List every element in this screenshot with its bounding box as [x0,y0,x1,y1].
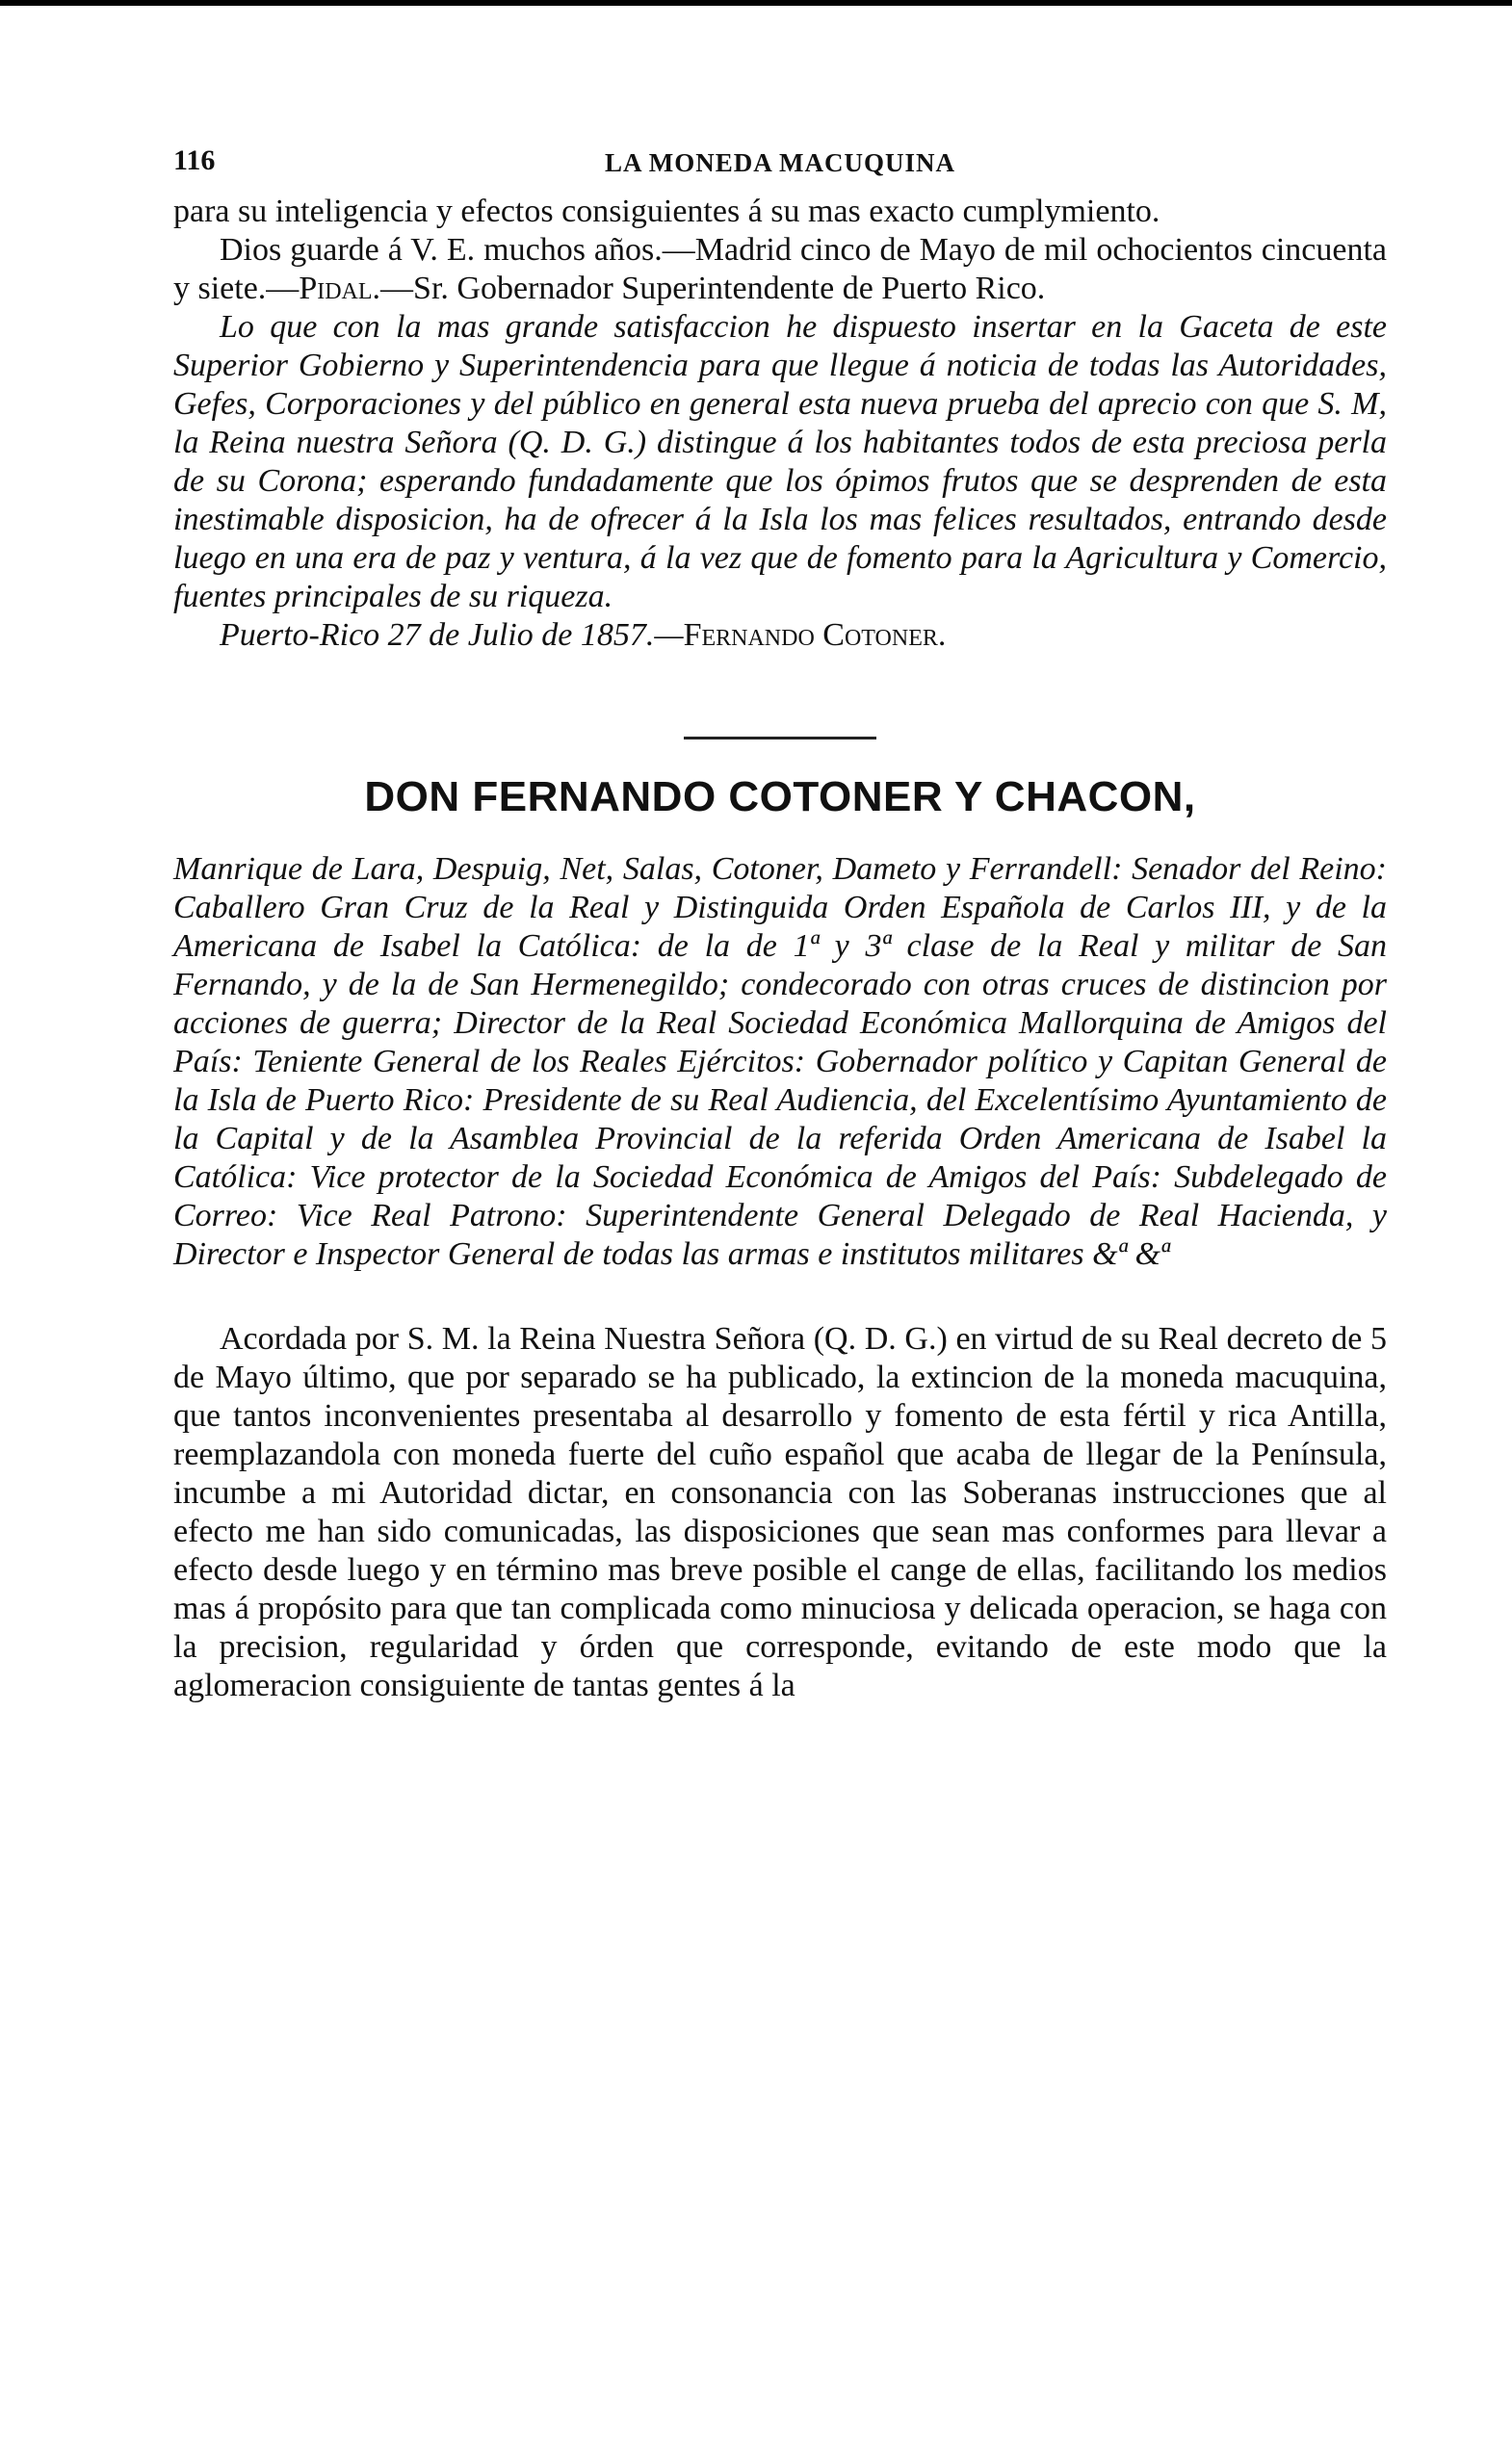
page-header [173,144,1387,193]
running-title: LA MONEDA MACUQUINA [604,148,955,177]
decree-date: Puerto-Rico 27 de Julio de 1857.— [220,617,684,653]
decree-signature: Fernando Cotoner. [683,617,947,653]
section-titles: Manrique de Lara, Despuig, Net, Salas, Cotoner, Dameto y Ferrandell: Senador del Reino: Caballero Gran Cruz de la Real y Distinguida Orden Española de Carlos III, y de la Americana de Isabel la Católica: de la de 1ª y 3ª clase de la Real y militar de San Fernando, y de la de San Hermenegildo; condecorado con otras cruces de distincion por acciones de guerra; Director de la Real Sociedad Económica Mallorquina de Amigos del País: Teniente General de los Reales Ejércitos: Gobernador político y Capitan General de la Isla de Puerto Rico: Presidente de su Real Audiencia, del Excelentísimo Ayuntamiento de la Capital y de la Asamblea Provincial de la referida Orden Americana de Isabel la Católica: Vice protector de la Sociedad Económica de Amigos del País: Subdelegado de Correo: Vice Real Patrono: Superintendente General Delegado de Real Hacienda, y Director e Inspector General de todas las armas e institutos militares &ª &ª [173,851,1387,1272]
top-border-line [0,0,1512,6]
page-number: 116 [173,144,216,176]
decree-paragraph: Lo que con la mas grande satisfaccion he dispuesto insertar en la Gaceta de este Superior Gobierno y Superintendencia para que llegue á noticia de todas las Autoridades, Gefes, Corporaciones y del público en general esta nueva prueba del aprecio con que S. M, la Reina nuestra Señora (Q. D. G.) distingue á los habitantes todos de esta preciosa perla de su Corona; esperando fundadamente que los ópimos frutos que se desprenden de esta inestimable disposicion, ha de ofrecer á la Isla los mas felices resultados, entrando desde luego en una era de paz y ventura, á la vez que de fomento para la Agricultura y Comercio, fuentes principales de su riqueza. [173,309,1387,614]
decree-date-line [173,616,1387,655]
section-divider [684,737,876,739]
section-heading: DON FERNANDO COTONER Y CHACON, [364,773,1196,820]
letter-addressee: .—Sr. Gobernador Superintendente de Puerto Rico. [372,271,1046,306]
book-page [173,144,1387,1705]
letter-signature: Pidal [299,271,373,306]
section-body: Acordada por S. M. la Reina Nuestra Señora (Q. D. G.) en virtud de su Real decreto de 5 de Mayo último, que por separado se ha publicado, la extincion de la moneda macuquina, que tantos inconvenientes presentaba al desarrollo y fomento de esta fértil y rica Antilla, reemplazandola con moneda fuerte del cuño español que acaba de llegar de la Península, incumbe a mi Autoridad dictar, en consonancia con las Soberanas instrucciones que al efecto me han sido comunicadas, las disposiciones que sean mas conformes para llevar a efecto desde luego y en término mas breve posible el cange de ellas, facilitando los medios mas á propósito para que tan complicada como minuciosa y delicada operacion, se haga con la precision, regularidad y órden que corresponde, evitando de este modo que la aglomeracion consiguiente de tantas gentes á la [173,1321,1387,1703]
letter-closing-text: Dios guarde á V. E. muchos años.—Madrid cinco de Mayo de mil ochocientos cincuenta y siete.— [173,232,1387,306]
letter-paragraph-2 [173,231,1387,308]
letter-paragraph-1: para su inteligencia y efectos consiguientes á su mas exacto cumplymiento. [173,194,1160,229]
